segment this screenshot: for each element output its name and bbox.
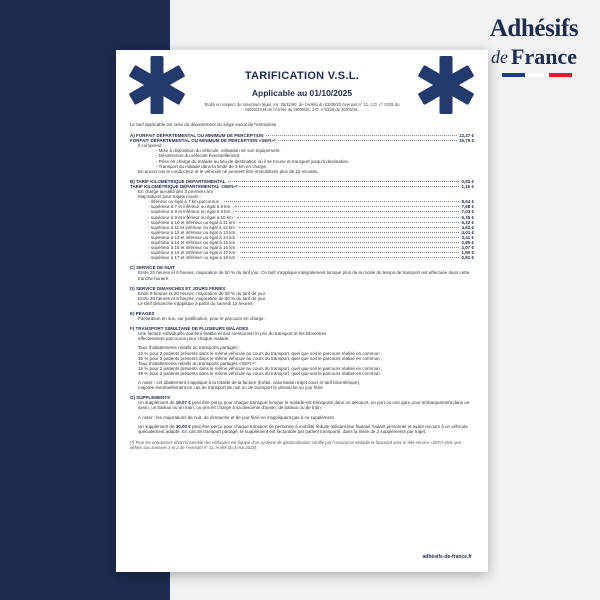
section-title: D) SERVICE DIMANCHES ET JOURS FÉRIÉS (130, 285, 226, 291)
leader-dots (278, 140, 457, 141)
row-label: FORFAIT DÉPARTEMENTAL OU MINIMUM DE PERCEPTION «SEFI»* (130, 138, 276, 144)
row-value: 15,75 € (458, 138, 474, 144)
section-c (130, 265, 474, 280)
section-b (130, 179, 474, 261)
leader-dots (228, 181, 460, 182)
tier-label: - supérieur à 9 et inférieur ou égal à 10 km : (148, 214, 236, 220)
tier-label: - supérieur à 8 et inférieur ou égal à 9 km : (148, 209, 233, 215)
text-line: Entre 8 heures et 20 heures, majoration de 25 % du tarif de jour. (138, 290, 267, 296)
leader-dots (239, 227, 459, 228)
tier-label: - supérieur à 14 et inférieur ou égal à 15 km : (148, 239, 238, 245)
row-label: B) TARIF KILOMÉTRIQUE DÉPARTEMENTAL (130, 178, 226, 184)
tier-row (130, 255, 474, 260)
brand-name-line1: Adhésifs (489, 15, 579, 42)
flag-blue (502, 73, 525, 77)
text-line: 39 % pour 3 patients présents dans le même véhicule au cours du transport, quel que soit le parcours réalisé en commun. (138, 370, 381, 376)
text-line: Il comprend : (138, 143, 165, 149)
french-flag-bar (502, 73, 572, 77)
text-line: À noter : cet abattement s'applique à la totalité de la facture (forfait, valorisation trajet court et tarif kilométrique), (138, 380, 361, 386)
tier-label: - supérieur à 12 et inférieur ou égal à 13 km : (148, 229, 238, 235)
tier-label: - supérieur à 15 et inférieur ou égal à 16 km : (148, 245, 238, 251)
text-line: Une facture individuelle doit être établie et doit mentionner le prix du transport et les kilomètres (138, 331, 327, 337)
doc-intro: Établi en respect du maximum légal, Arr. 25/11/99, de l'Arrêté du 03/05/23 Avenant n° 11, J.O. n° 0105 du 06/05/23 et de l'Arrêté du 29/09/25, J.O. n°0228 du 30/09/25. (204, 102, 400, 112)
text-line: En aucun cas le conducteur et le véhicule ne peuvent être immobilisés plus de 15 minutes. (138, 168, 319, 174)
text-line: Majorations pour trajets courts : (138, 194, 202, 200)
brand-logo (478, 14, 590, 94)
tier-value: 4,62 € (461, 224, 474, 230)
section-d (130, 286, 474, 306)
row-label: A) FORFAIT DÉPARTEMENTAL OU MINIMUM DE PERCEPTION (130, 133, 264, 139)
tier-value: 7,03 € (461, 209, 474, 215)
leader-dots (240, 242, 460, 243)
text-line: 35 % pour 3 patients présents dans le même véhicule au cours du transport, quel que soit le parcours réalisé en commun ; (138, 355, 383, 361)
tier-value: 0,91 € (461, 255, 474, 261)
tier-value: 3,41 € (461, 234, 474, 240)
text-line: Taux d'abattements relatifs au transports partagés : (138, 345, 241, 351)
tariff-sticker (116, 50, 488, 572)
doc-body (130, 122, 474, 450)
text-segment: Un supplément de (138, 400, 176, 406)
text-line: majorée éventuellement en cas de transport de nuit ou de transport le dimanche ou jour férié. (138, 385, 324, 391)
tier-label: - inférieur ou égal à 7 km parcourus : (148, 199, 222, 205)
leader-dots (235, 211, 460, 212)
text-line: effectivement parcourus pour chaque malade. (138, 336, 230, 342)
section-title: G) SUPPLÉMENTS (130, 395, 171, 401)
list-item: - Mise à disposition du véhicule, utilisation de son équipement. (156, 148, 281, 154)
doc-title: TARIFICATION V.S.L. (244, 70, 360, 82)
tier-label: - supérieur à 17 et inférieur ou égal à 18 km : (148, 255, 238, 261)
footnote: (*) Pour les entreprises dont l'ensemble des véhicules est équipé d'un système de géolocalisation certifié par l'Assurance Maladie et facturant avec le télé-service «SEFi» (tels que définis aux annexes 1 et 2 de l'Avenant n° 11, Arrêté du 3 mai 2023). (130, 439, 462, 450)
tier-value: 8,54 € (461, 199, 474, 205)
row-value: 0,93 € (461, 178, 474, 184)
leader-dots (240, 252, 460, 253)
leader-dots (266, 135, 457, 136)
text-line: En charge au-delà des 3 premiers km (138, 189, 214, 195)
text-paragraph (130, 424, 474, 434)
leader-dots (237, 217, 459, 218)
tier-label: - supérieur à 16 et inférieur ou égal à 17 km : (148, 250, 238, 256)
text-line: Entre 20 heures et 8 heures, majoration de 50 % du tarif de jour. (138, 295, 267, 301)
brand-name-line2 (478, 46, 590, 68)
list-item: - Prise en charge du malade au lieu de destination où il se trouve et transport jusqu'à destination. (156, 158, 350, 164)
section-f (130, 326, 474, 390)
section-title: E) PÉAGES (130, 311, 155, 316)
tier-label: - supérieur à 13 et inférieur ou égal à 14 km : (148, 234, 238, 240)
section-e (130, 311, 474, 321)
doc-website: adhésifs-de-france.fr (422, 553, 472, 560)
text-segment: Un supplément de (138, 423, 176, 429)
brand-france: France (511, 44, 577, 69)
tier-value: 6,35 € (461, 214, 474, 220)
doc-subtitle: Applicable au 01/10/2025 (251, 88, 353, 98)
leader-dots (240, 237, 460, 238)
text-line: Le tarif dimanche s'applique à partir du samedi 12 heures. (138, 300, 254, 306)
doc-note: Le tarif applicable est celui du département du siège social de l'entreprise. (130, 122, 278, 127)
text-line: 15 % pour 2 patients présents dans le même véhicule au cours du transport, quel que soit le parcours réalisé en commun ; (138, 365, 383, 371)
section-title: C) SERVICE DE NUIT (130, 265, 175, 271)
tier-value: 2,80 € (461, 239, 474, 245)
list-item: - Transport du malade dans la limite de 3 km en charge. (156, 163, 268, 169)
tier-value: 2,07 € (461, 245, 474, 251)
text-paragraph: À noter : les majorations de nuit, de dimanche et de jour férié ne s'appliquent pas à ce supplément. (138, 414, 335, 420)
text-line: Facturation en sus, sur justification, pour le parcours en charge. (138, 316, 265, 322)
star-of-life-icon-left (126, 54, 188, 116)
leader-dots (224, 201, 460, 202)
leader-dots (235, 206, 460, 207)
flag-red (549, 73, 572, 77)
supplement-amount: 30,00 € (175, 423, 191, 429)
row-value: 1,10 € (461, 183, 474, 189)
text-line: Taux d'abattements relatifs au transports partagés «SEFI»* : (138, 360, 259, 366)
brand-de: de (491, 47, 509, 67)
tier-value: 7,68 € (461, 204, 474, 210)
tier-value: 1,50 € (461, 250, 474, 256)
section-g (130, 395, 474, 434)
section-title: F) TRANSPORT SIMULTANÉ DE PLUSIEURS MALADES (130, 326, 249, 332)
flag-white (525, 73, 548, 77)
row-label: TARIF KILOMÉTRIQUE DÉPARTEMENTAL «SEFI»* (130, 183, 238, 189)
leader-dots (240, 257, 460, 258)
leader-dots (240, 247, 460, 248)
row-value: 12,47 € (458, 133, 474, 139)
section-a (130, 133, 474, 174)
leader-dots (239, 186, 459, 187)
text-line: 23 % pour 2 patients présents dans le même véhicule au cours du transport, quel que soit le parcours réalisé en commun ; (138, 350, 383, 356)
leader-dots (239, 222, 459, 223)
list-item: - Désinfection du véhicule éventuellement. (156, 153, 241, 159)
leader-dots (240, 232, 460, 233)
text-line: Entre 20 heures et 8 heures, majoration de 50 % du tarif jour. Ce tarif s'applique intégralement lorsque plus de la moitié du temps de transport est effectuée dans cette tranche horaire. (138, 270, 470, 281)
tier-value: 5,22 € (461, 219, 474, 225)
text-segment: peut être perçu pour chaque transport lorsque le malade est transporté dans un aéroport, un port ou une gare pour embarquement dans un avion, un bateau ou un train, ou pris en charge à sa descente d'avion, de bateau ou de train. (138, 400, 470, 411)
text-segment: peut être perçu pour chaque transport de personne à mobilité réduite utilisant leur fauteuil roulant personnel et ayant recours à un véhicule spécialement adapté. En cas de transport partagé, le supplément est facturable par patient transporté, dans la limite de 2 suppléments par trajet. (138, 423, 468, 434)
supplement-amount: 19,07 € (175, 400, 191, 406)
tier-value: 4,01 € (461, 229, 474, 235)
tier-label: - supérieur à 10 et inférieur ou égal à 11 km : (148, 219, 238, 225)
tier-label: - supérieur à 7 et inférieur ou égal à 8 km : (148, 204, 233, 210)
star-of-life-icon-right (415, 54, 477, 116)
text-paragraph (130, 400, 474, 410)
tier-label: - supérieur à 11 et inférieur ou égal à 12 km : (148, 224, 238, 230)
